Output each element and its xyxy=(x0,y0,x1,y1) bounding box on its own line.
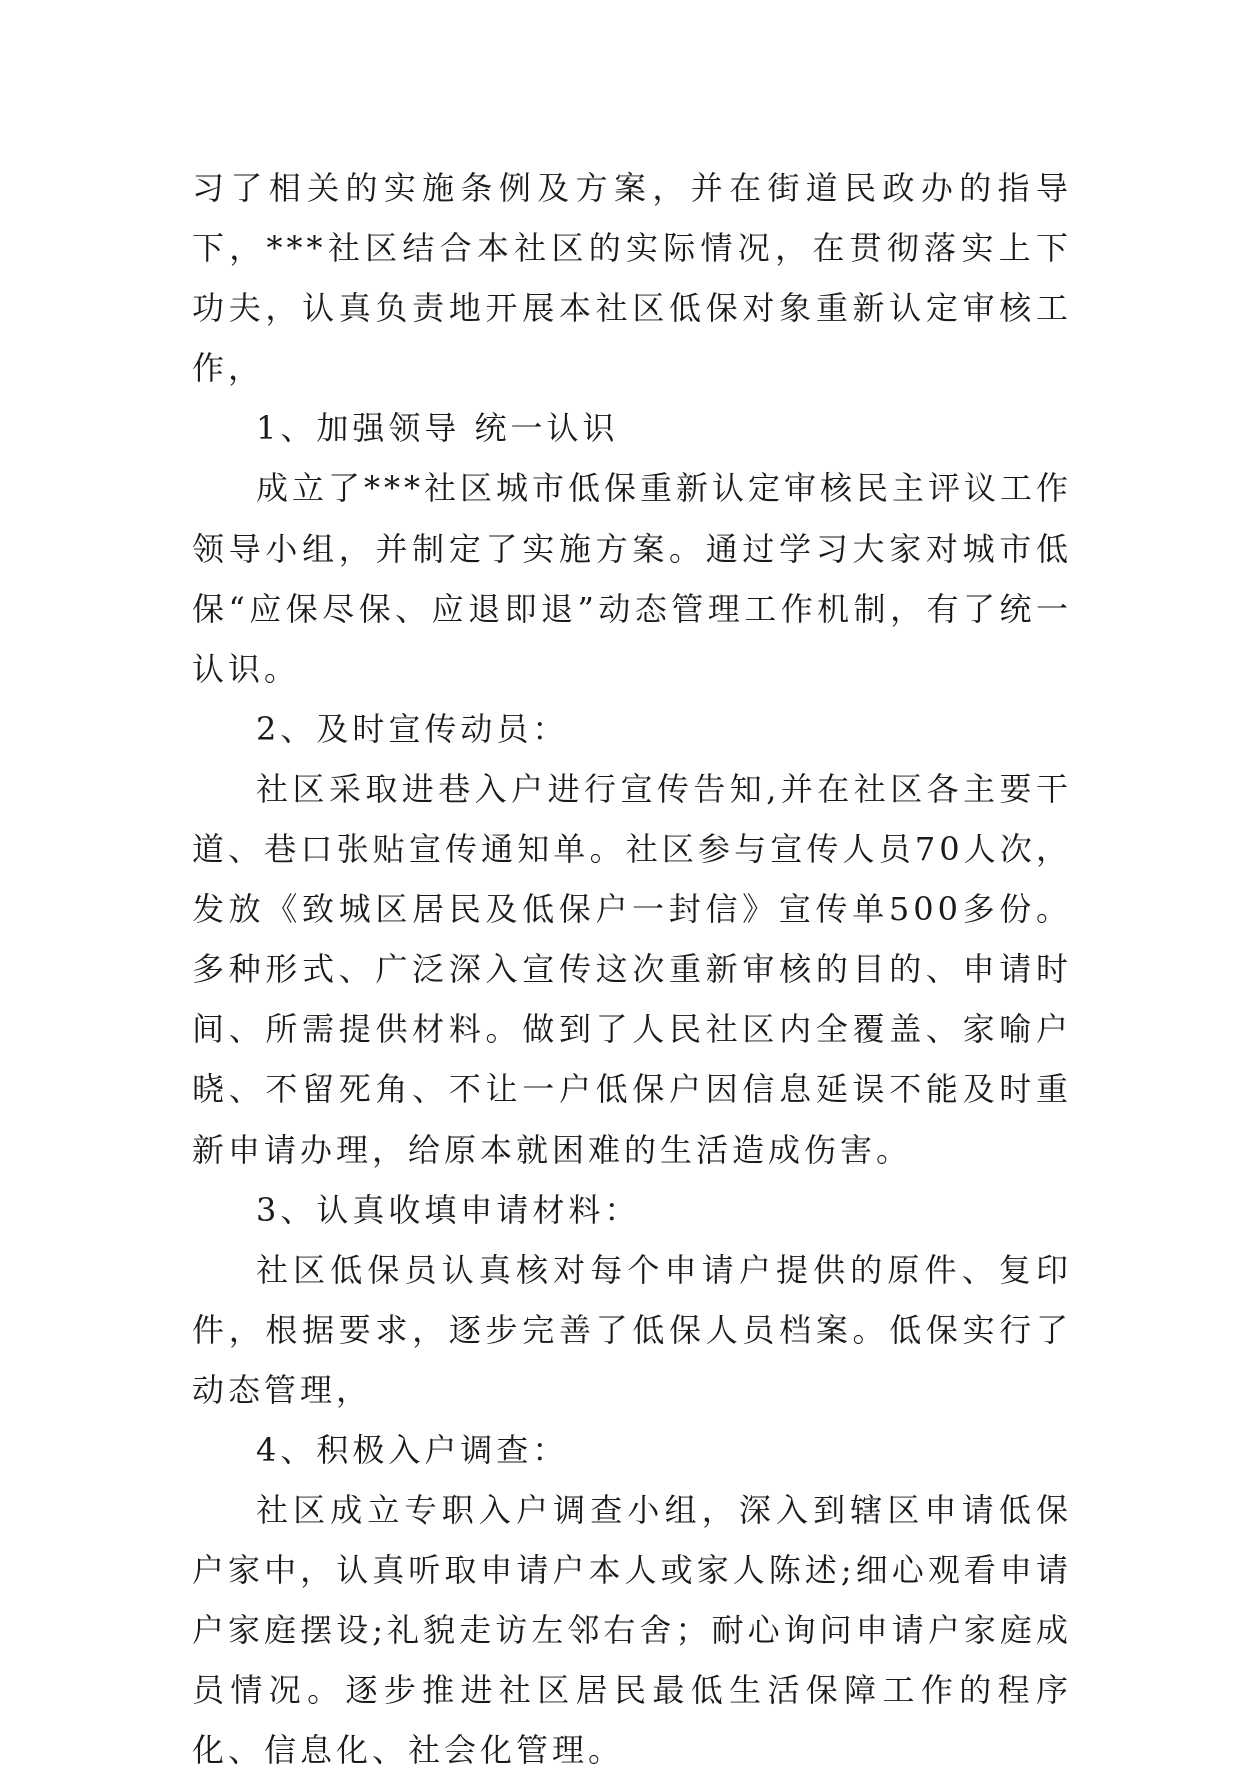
paragraph-section-4: 社区成立专职入户调查小组，深入到辖区申请低保户家中，认真听取申请户本人或家人陈述;细心观看申请户家庭摆设;礼貌走访左邻右舍；耐心询问申请户家庭成员情况。逐步推进社区居民最低生活保障工作的程序化、信息化、社会化管理。 xyxy=(192,1491,1072,1770)
document-body xyxy=(192,158,1072,1781)
paragraph-section-2: 社区采取进巷入户进行宣传告知,并在社区各主要干道、巷口张贴宣传通知单。社区参与宣传人员70人次，发放《致城区居民及低保户一封信》宣传单500多份。多种形式、广泛深入宣传这次重新审核的目的、申请时间、所需提供材料。做到了人民社区内全覆盖、家喻户晓、不留死角、不让一户低保户因信息延误不能及时重新申请办理，给原本就困难的生活造成伤害。 xyxy=(192,769,1072,1169)
section-heading-4: 4、积极入户调查： xyxy=(256,1430,569,1469)
section-heading-2: 2、及时宣传动员： xyxy=(256,709,569,748)
paragraph-intro: 习了相关的实施条例及方案，并在街道民政办的指导下，***社区结合本社区的实际情况，在贯彻落实上下功夫，认真负责地开展本社区低保对象重新认定审核工作， xyxy=(192,169,1072,388)
section-heading-1: 1、加强领导 统一认识 xyxy=(256,409,619,448)
paragraph-section-1: 成立了***社区城市低保重新认定审核民主评议工作领导小组，并制定了实施方案。通过学习大家对城市低保“应保尽保、应退即退”动态管理工作机制，有了统一认识。 xyxy=(192,469,1073,688)
paragraph-section-3: 社区低保员认真核对每个申请户提供的原件、复印件，根据要求，逐步完善了低保人员档案。低保实行了动态管理， xyxy=(192,1250,1072,1409)
section-heading-3: 3、认真收填申请材料： xyxy=(256,1190,641,1229)
